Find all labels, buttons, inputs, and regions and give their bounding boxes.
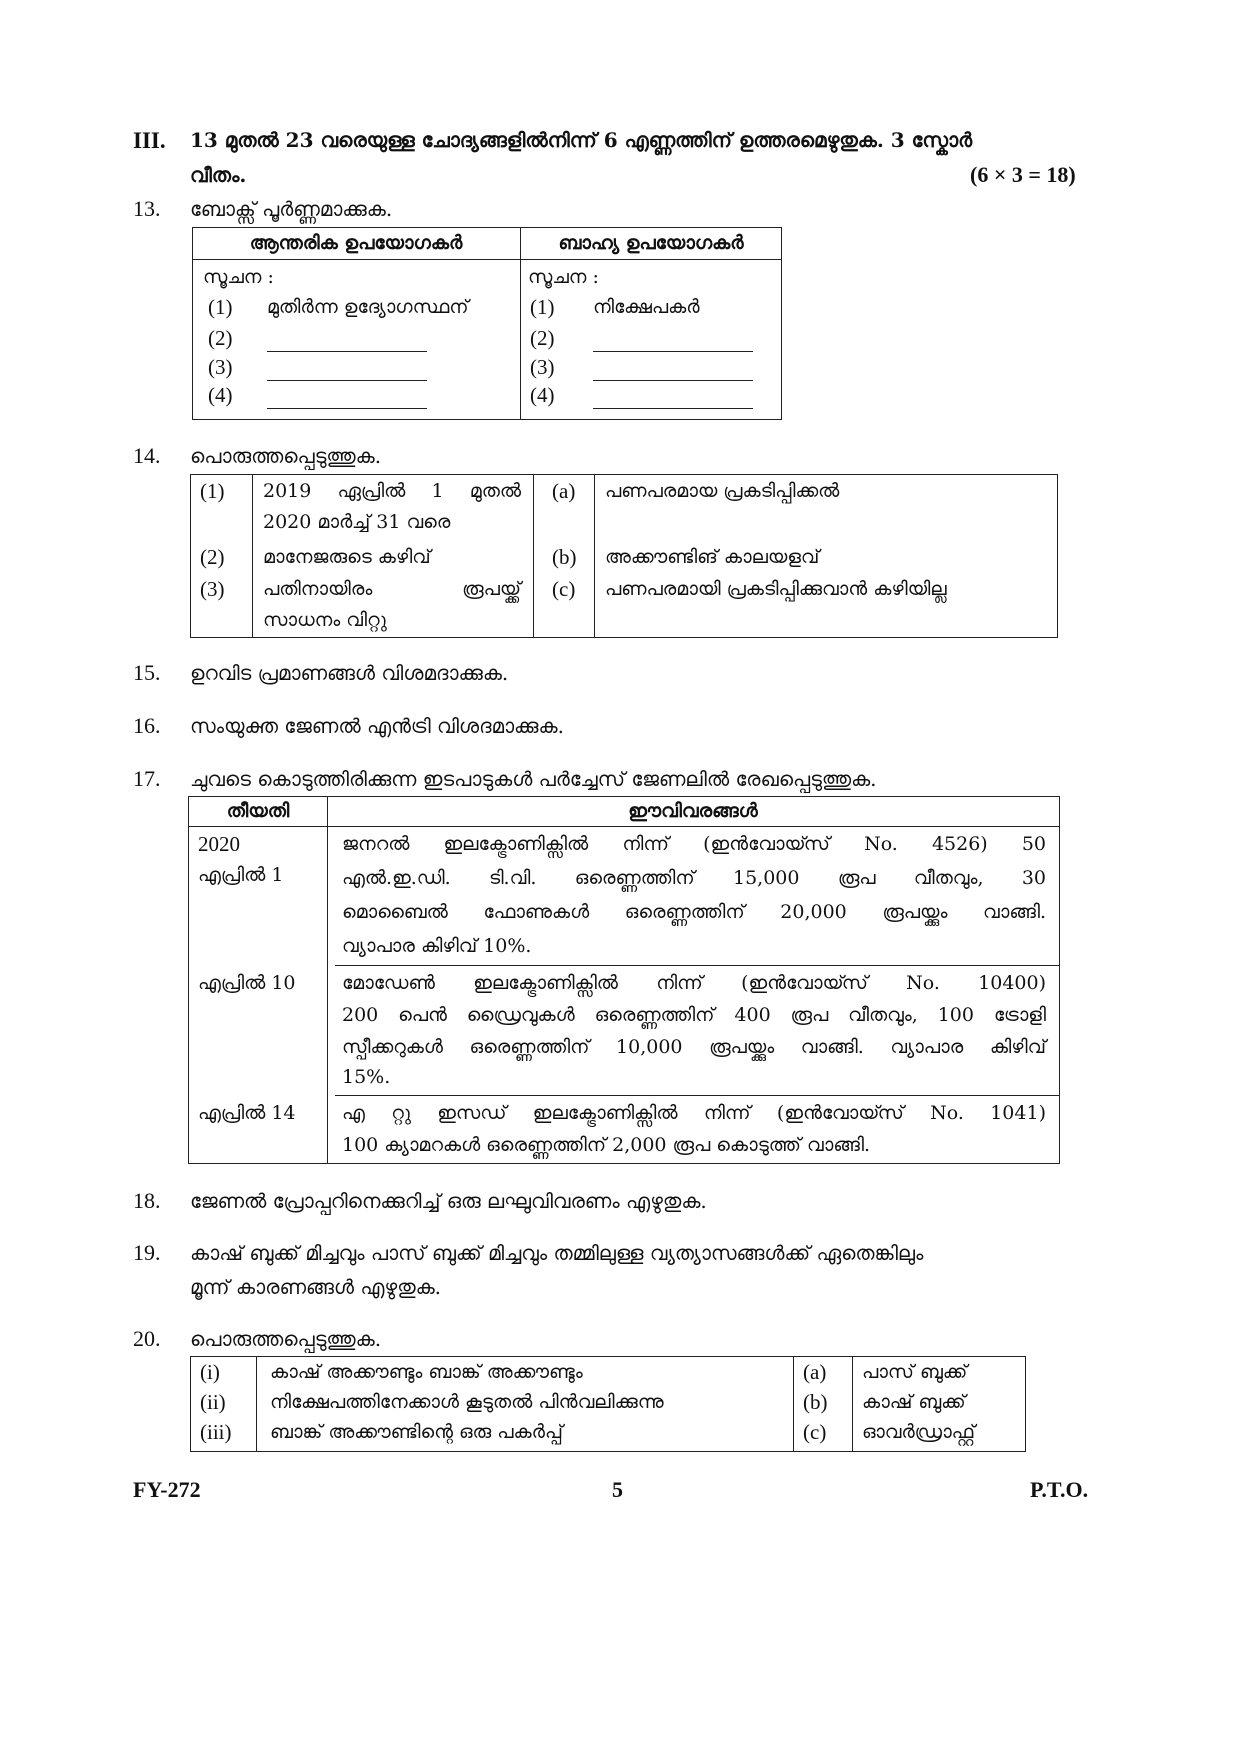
q20-divider — [852, 1356, 853, 1452]
question-20-number: 20. — [133, 1326, 161, 1351]
q14-right-num: (b) — [552, 545, 577, 569]
answer-blank — [593, 390, 753, 409]
question-20-text: പൊരുത്തപ്പെടുത്തുക. — [190, 1327, 382, 1351]
q17-detail-line: 200 പെൻ ഡ്രൈവുകൾ ഒരെണ്ണത്തിന് 400 രൂപ വീതവും, 100 ട്രോളി — [342, 1004, 1046, 1026]
q13-col2-item: (1) — [530, 295, 555, 319]
paper-code: FY-272 — [133, 1477, 201, 1502]
q13-col1-item: (3) — [208, 355, 233, 379]
q17-date: എപ്രിൽ 14 — [198, 1102, 296, 1124]
q14-divider — [533, 474, 534, 638]
q17-detail-line: മൊബൈൽ ഫോണുകൾ ഒരെണ്ണത്തിന് 20,000 രൂപയ്ക്കും വാങ്ങി. — [342, 901, 1046, 923]
q14-left-num: (2) — [200, 545, 225, 569]
q14-divider — [252, 474, 253, 638]
q13-col2-header: ബാഹ്യ ഉപയോഗകർ — [558, 232, 744, 254]
q13-col1-item: (2) — [208, 326, 233, 350]
q20-num: (iii) — [200, 1420, 232, 1444]
q13-col2-item: (2) — [530, 326, 555, 350]
q14-right-text: പണപരമായ പ്രകടിപ്പിക്കൽ — [605, 480, 840, 502]
page-number: 5 — [612, 1477, 623, 1502]
section-instruction: 13 മുതൽ 23 വരെയുള്ള ചോദ്യങ്ങളിൽനിന്ന് 6 എണ്ണത്തിന് ഉത്തരമെഴുതുക. 3 സ്കോർ — [190, 128, 973, 152]
q17-date: എപ്രിൽ 10 — [198, 972, 296, 994]
q17-date-header: തീയതി — [226, 800, 290, 822]
q17-date: എപ്രിൽ 1 — [198, 864, 284, 886]
q20-value: കാഷ് ബുക്ക് — [862, 1391, 966, 1413]
question-17-text: ചുവടെ കൊടുത്തിരിക്കുന്ന ഇടപാടുകൾ പർച്ചേസ് ജേണലിൽ രേഖപ്പെടുത്തുക. — [190, 767, 877, 791]
q17-detail-line: ജനറൽ ഇലക്ട്രോണിക്സിൽ നിന്ന് (ഇൻവോയ്സ് No. 4526) 50 — [342, 833, 1046, 855]
q14-right-text: അക്കൗണ്ടിങ് കാലയളവ് — [605, 546, 820, 568]
section-instruction-cont: വീതം. — [190, 163, 247, 187]
question-18-text: ജേണൽ പ്രോപ്പറിനെക്കുറിച്ച് ഒരു ലഘുവിവരണം എഴുതുക. — [190, 1189, 707, 1213]
q13-col1-header: ആന്തരിക ഉപയോഗകർ — [249, 232, 463, 254]
q17-detail-line: മോഡേൺ ഇലക്ട്രോണിക്സിൽ നിന്ന് (ഇൻവോയ്സ് No. 10400) — [342, 972, 1046, 994]
q17-detail-line: എ റ്റു ഇസഡ് ഇലക്ട്രോണിക്സിൽ നിന്ന് (ഇൻവോയ്സ് No. 1041) — [342, 1102, 1046, 1124]
question-16-text: സംയുക്ത ജേണൽ എൻട്രി വിശദമാക്കുക. — [190, 714, 564, 738]
q20-key: (c) — [803, 1420, 827, 1444]
answer-blank — [267, 390, 427, 409]
q13-col1-hint: സൂചന : — [203, 266, 274, 288]
question-19-text-cont: മൂന്ന് കാരണങ്ങൾ എഴുതുക. — [190, 1275, 442, 1299]
q17-inner-rule — [327, 826, 336, 1164]
q20-text: കാഷ് അക്കൗണ്ടും ബാങ്ക് അക്കൗണ്ടും — [270, 1361, 583, 1383]
q14-left-text: മാനേജരുടെ കഴിവ് — [263, 546, 431, 568]
question-17-number: 17. — [133, 766, 161, 791]
q13-header-divider — [192, 259, 782, 260]
q13-col2-item: (4) — [530, 383, 555, 407]
q17-detail-line: എൽ.ഇ.ഡി. ടി.വി. ഒരെണ്ണത്തിന് 15,000 രൂപ വീതവും, 30 — [342, 867, 1046, 889]
question-13-text: ബോക്സ് പൂർണ്ണമാക്കുക. — [190, 197, 393, 221]
q17-header-divider — [188, 826, 1060, 827]
q20-num: (ii) — [200, 1390, 226, 1414]
answer-blank — [267, 362, 427, 381]
q17-detail-line: 15%. — [342, 1066, 391, 1088]
q17-details-header: ഈവിവരങ്ങൾ — [628, 800, 758, 822]
question-19-number: 19. — [133, 1240, 161, 1265]
q17-detail-line: 100 ക്യാമറകൾ ഒരെണ്ണത്തിന് 2,000 രൂപ കൊടുത്ത് വാങ്ങി. — [342, 1134, 871, 1156]
question-18-number: 18. — [133, 1188, 161, 1213]
question-16-number: 16. — [133, 713, 161, 738]
q20-key: (a) — [803, 1360, 827, 1384]
q14-left-text: പതിനായിരം രൂപയ്ക്ക് — [263, 578, 521, 600]
q17-row-divider — [335, 965, 1060, 966]
q17-row-divider — [335, 1095, 1060, 1096]
q20-num: (i) — [200, 1360, 220, 1384]
q13-col1-item-text: മുതിർന്ന ഉദ്യോഗസ്ഥന് — [267, 296, 469, 318]
question-15-number: 15. — [133, 660, 161, 685]
question-15-text: ഉറവിട പ്രമാണങ്ങൾ വിശമദാക്കുക. — [190, 661, 509, 685]
q14-left-text-cont: 2020 മാർച്ച് 31 വരെ — [263, 511, 451, 533]
question-14-text: പൊരുത്തപ്പെടുത്തുക. — [190, 444, 382, 468]
q14-right-num: (a) — [552, 479, 576, 503]
question-13-number: 13. — [133, 196, 161, 221]
q20-key: (b) — [803, 1390, 828, 1414]
q17-detail-line: സ്പീക്കറുകൾ ഒരെണ്ണത്തിന് 10,000 രൂപയ്ക്കും വാങ്ങി. വ്യാപാര കിഴിവ് — [342, 1036, 1046, 1058]
q13-col2-item: (3) — [530, 355, 555, 379]
question-19-text: കാഷ് ബുക്ക് മിച്ചവും പാസ് ബുക്ക് മിച്ചവും തമ്മിലുള്ള വ്യത്യാസങ്ങൾക്ക് ഏതെങ്കിലും — [190, 1241, 924, 1265]
answer-blank — [267, 333, 427, 352]
answer-blank — [593, 333, 753, 352]
section-marks: (6 × 3 = 18) — [970, 162, 1076, 187]
q14-divider — [594, 474, 595, 638]
q17-detail-line: വ്യാപാര കിഴിവ് 10%. — [342, 935, 532, 957]
q14-right-num: (c) — [552, 577, 576, 601]
please-turn-over: P.T.O. — [1030, 1477, 1089, 1502]
q14-left-text: 2019 ഏപ്രിൽ 1 മുതൽ — [263, 480, 521, 502]
q20-divider — [793, 1356, 794, 1452]
q13-col2-hint: സൂചന : — [528, 266, 599, 288]
q14-left-num: (3) — [200, 577, 225, 601]
answer-blank — [593, 362, 753, 381]
q20-text: നിക്ഷേപത്തിനേക്കാൾ കൂടുതൽ പിൻവലിക്കുന്നു — [270, 1391, 664, 1413]
q14-left-num: (1) — [200, 479, 225, 503]
section-number: III. — [133, 128, 166, 153]
q14-right-text: പണപരമായി പ്രകടിപ്പിക്കുവാൻ കഴിയില്ല — [605, 578, 947, 600]
q20-text: ബാങ്ക് അക്കൗണ്ടിന്റെ ഒരു പകർപ്പ് — [270, 1421, 563, 1443]
question-14-number: 14. — [133, 443, 161, 468]
q20-divider — [256, 1356, 257, 1452]
q13-col2-item-text: നിക്ഷേപകർ — [593, 296, 700, 318]
q13-col1-item: (4) — [208, 383, 233, 407]
q14-left-text-cont: സാധനം വിറ്റു — [263, 609, 387, 631]
q17-date: 2020 — [198, 832, 240, 856]
q20-value: ഓവർഡ്രാഫ്റ്റ് — [862, 1421, 976, 1443]
q13-col1-item: (1) — [208, 295, 233, 319]
q20-value: പാസ് ബുക്ക് — [862, 1361, 968, 1383]
